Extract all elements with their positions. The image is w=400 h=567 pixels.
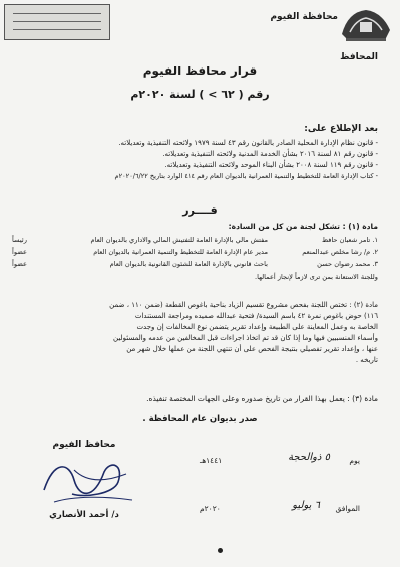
law-line: - قانون رقم ٨١ لسنة ٢٠١٦ بشأن الخدمة المدنية ولائحته التنفيذية وتعديلاته. xyxy=(162,150,378,158)
member-row xyxy=(12,248,378,258)
day-label: يوم xyxy=(349,456,360,465)
hijri-year: ١٤٤١هـ xyxy=(200,456,223,465)
members-note: وللجنة الاستعانة بمن ترى لازماً لإنجاز أعمالها. xyxy=(255,273,378,281)
gregorian-date-handwritten: ٦ يوليو xyxy=(292,500,320,511)
article-2: مادة (٢) : تختص اللجنة بفحص مشروع تقسيم الزياد بناحية باغوص القطعة (ضمن ١١٠ ، ضمن ١١٦) حوض باغوص نمرة ٤٢ باسم السيدة/ فتحية عبدالله صميده ومراجعة المستندات الخاصة به وعمل المعاينة على الطبيعة وإعداد تقرير يتضمن نوع المخالفات إن وجدت وأسماء المنسبيين فيها وما إذا كان قد تم اتخاذ اجراءات قبل المخالفين من عدمه والمسئولين عنها ، وإعداد تقرير تفصيلي بنتيجة الفحص على أن تنتهي اللجنة من عملها خلال شهر من تاريخه . xyxy=(109,301,378,364)
decision-title: قرار محافظ الفيوم xyxy=(142,64,258,78)
law-line: - قانون نظام الإدارة المحلية الصادر بالقانون رقم ٤٣ لسنة ١٩٧٩ ولائحته التنفيذية وتعديلاته. xyxy=(118,139,378,147)
signature-governor-label: محافظ الفيوم xyxy=(52,440,116,450)
member-role: رئيساً xyxy=(12,236,27,244)
member-title: مدير عام الإدارة العامة للتخطيط والتنمية العمرانية بالديوان العام xyxy=(93,248,268,256)
signatory-name: د/ أحمد الأنصاري xyxy=(49,510,119,520)
decides-heading: قــــرر xyxy=(182,204,218,217)
gregorian-label: الموافق xyxy=(335,504,360,513)
closing-line: صدر بديوان عام المحافظة . xyxy=(142,414,258,424)
article-3: مادة (٣) : يعمل بهذا القرار من تاريخ صدوره وعلى الجهات المختصة تنفيذه. xyxy=(146,394,378,403)
hijri-date-handwritten: ٥ ذوالحجة xyxy=(288,452,330,463)
gregorian-year: ٢٠٢٠م xyxy=(200,504,221,513)
member-name: ١. تامر شعبان حافظ xyxy=(322,236,378,244)
scan-mark xyxy=(218,548,223,553)
date-block xyxy=(200,452,360,520)
header-stamp xyxy=(4,4,110,40)
governorate-name: محافظة الفيوم xyxy=(270,12,338,22)
member-title: باحث قانوني بالإدارة العامة للشئون القانونية بالديوان العام xyxy=(109,260,268,268)
member-name: ٢. م/ رشا مخلص عبدالمنعم xyxy=(302,248,378,256)
governorate-logo xyxy=(338,4,394,44)
handwritten-signature xyxy=(14,450,154,510)
preamble-heading: بعد الإطلاع على: xyxy=(304,124,378,134)
member-role: عضواً xyxy=(12,248,27,256)
signature-block xyxy=(14,440,154,520)
law-line: - قانون رقم ١١٩ لسنة ٢٠٠٨ بشأن البناء الموحد ولائحته التنفيذية وتعديلاته. xyxy=(164,161,378,169)
member-row xyxy=(12,260,378,270)
decision-number: رقم ( ٦٢ > ) لسنة ٢٠٢٠م xyxy=(130,88,270,101)
law-line: - كتاب الإدارة العامة للتخطيط والتنمية العمرانية بالديوان العام رقم ٤١٤ الوارد بتاريخ ٢٠٢٠/٦/٢٢م xyxy=(114,172,378,180)
article-1: مادة (١) : تشكل لجنة من كل من السادة: xyxy=(228,222,378,231)
member-title: مفتش مالي بالإدارة العامة للتفتيش المالي والاداري بالديوان العام xyxy=(90,236,268,244)
member-role: عضواً xyxy=(12,260,27,268)
member-name: ٣. محمد رضوان حسن xyxy=(317,260,378,268)
member-row xyxy=(12,236,378,246)
office-label: المحافظ xyxy=(340,52,378,62)
